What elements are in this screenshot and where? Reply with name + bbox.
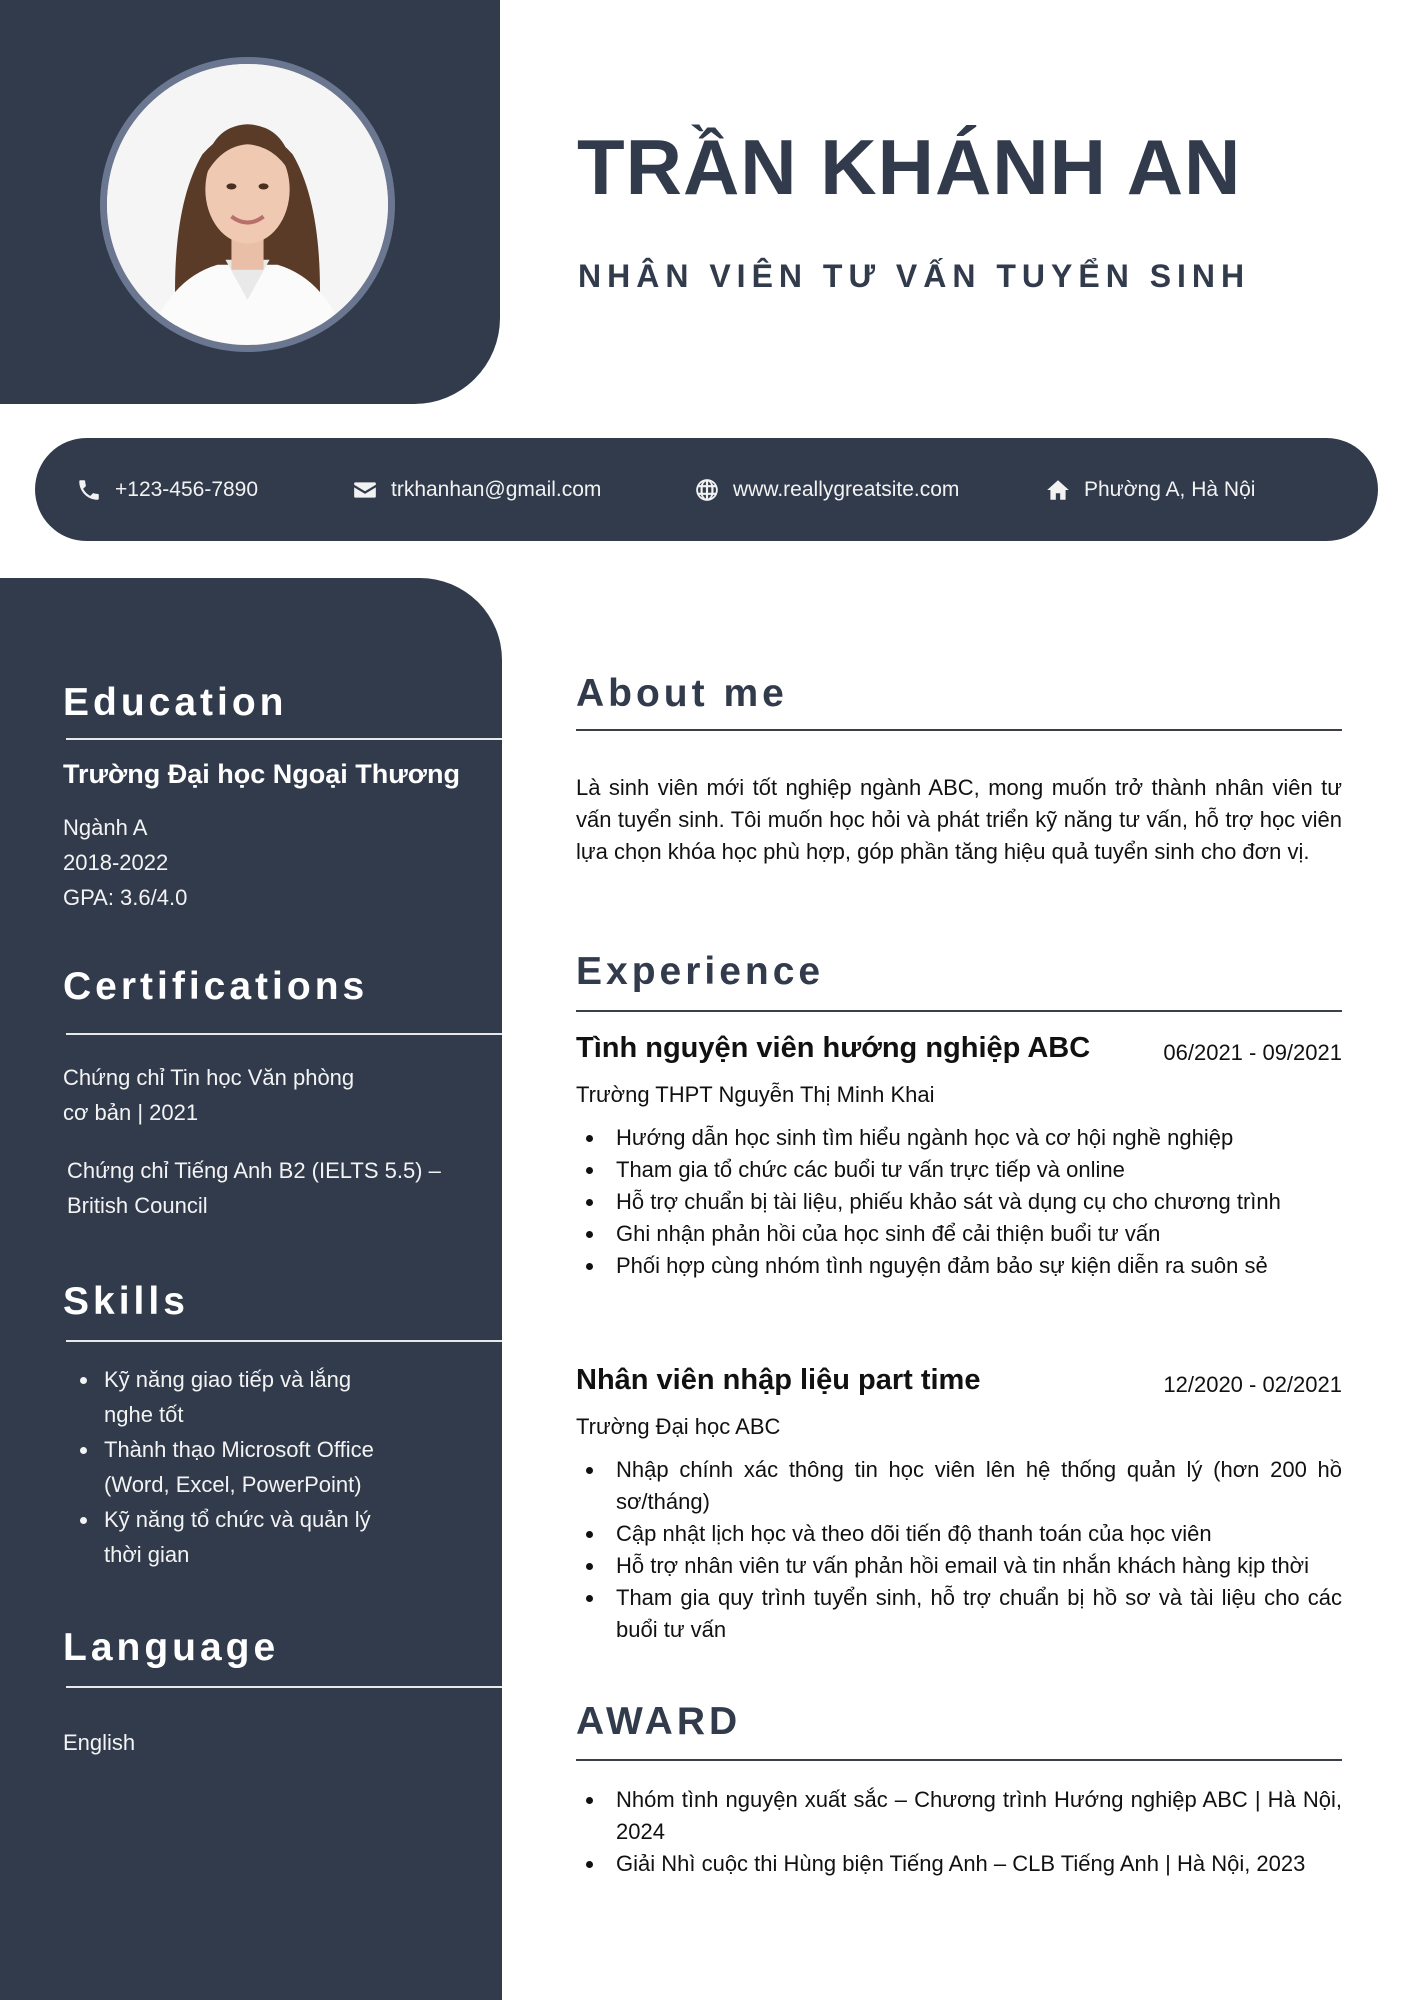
home-icon bbox=[1044, 476, 1072, 504]
job-bullet: Hỗ trợ chuẩn bị tài liệu, phiếu khảo sát và dụng cụ cho chương trình bbox=[586, 1186, 1342, 1218]
job-bullet: Tham gia quy trình tuyển sinh, hỗ trợ chuẩn bị hồ sơ và tài liệu cho các buổi tư vấn bbox=[586, 1582, 1342, 1646]
award-item: Giải Nhì cuộc thi Hùng biện Tiếng Anh – CLB Tiếng Anh | Hà Nội, 2023 bbox=[586, 1848, 1342, 1880]
award-heading: AWARD bbox=[576, 1700, 742, 1743]
email-text: trkhanhan@gmail.com bbox=[391, 477, 602, 501]
contact-phone[interactable] bbox=[75, 438, 258, 541]
education-years: 2018-2022 bbox=[63, 850, 169, 875]
phone-text: +123-456-7890 bbox=[115, 477, 259, 501]
experience-heading: Experience bbox=[576, 950, 825, 993]
job-bullet: Ghi nhận phản hồi của học sinh để cải thiện buổi tư vấn bbox=[586, 1218, 1342, 1250]
certification-line: Chứng chỉ Tiếng Anh B2 (IELTS 5.5) – bbox=[67, 1158, 441, 1183]
phone-icon bbox=[75, 476, 103, 504]
job-dates: 06/2021 - 09/2021 bbox=[1163, 1040, 1342, 1065]
education-school: Trường Đại học Ngoại Thương bbox=[63, 759, 460, 789]
job-bullets bbox=[586, 1122, 1342, 1282]
contact-website[interactable] bbox=[693, 438, 959, 541]
experience-divider bbox=[576, 1010, 1342, 1012]
job-bullets bbox=[586, 1454, 1342, 1646]
education-major: Ngành A bbox=[63, 815, 148, 840]
job-title: Nhân viên nhập liệu part time bbox=[576, 1364, 981, 1396]
skills-heading: Skills bbox=[63, 1280, 189, 1323]
contact-address[interactable] bbox=[1044, 438, 1255, 541]
language-item: English bbox=[63, 1730, 136, 1755]
skills-list bbox=[78, 1362, 378, 1572]
job-bullet: Phối hợp cùng nhóm tình nguyện đảm bảo sự kiện diễn ra suôn sẻ bbox=[586, 1250, 1342, 1282]
skill-item: Kỹ năng tổ chức và quản lý thời gian bbox=[78, 1502, 378, 1572]
about-heading: About me bbox=[576, 672, 788, 715]
certification-item bbox=[63, 1060, 354, 1130]
about-divider bbox=[576, 729, 1342, 731]
globe-icon bbox=[693, 476, 721, 504]
skill-item: Kỹ năng giao tiếp và lắng nghe tốt bbox=[78, 1362, 378, 1432]
profile-photo bbox=[100, 57, 395, 352]
person-photo-icon bbox=[107, 64, 388, 345]
certification-line: Chứng chỉ Tin học Văn phòng bbox=[63, 1065, 355, 1090]
job-title: Tình nguyện viên hướng nghiệp ABC bbox=[576, 1032, 1091, 1064]
contact-bar bbox=[35, 438, 1378, 541]
award-list bbox=[586, 1784, 1342, 1880]
job-bullet: Cập nhật lịch học và theo dõi tiến độ thanh toán của học viên bbox=[586, 1518, 1342, 1550]
education-divider bbox=[66, 738, 502, 740]
award-divider bbox=[576, 1759, 1342, 1761]
certifications-divider bbox=[66, 1033, 502, 1035]
certification-item bbox=[67, 1153, 441, 1223]
education-gpa: GPA: 3.6/4.0 bbox=[63, 885, 188, 910]
about-text: Là sinh viên mới tốt nghiệp ngành ABC, mong muốn trở thành nhân viên tư vấn tuyển sinh. Tôi muốn học hỏi và phát triển kỹ năng tư vấn, hỗ trợ học viên lựa chọn khóa học phù hợp, góp phần tăng hiệu quả tuyển sinh cho đơn vị. bbox=[576, 775, 1342, 864]
language-heading: Language bbox=[63, 1626, 280, 1669]
certification-line: cơ bản | 2021 bbox=[63, 1100, 199, 1125]
education-heading: Education bbox=[63, 681, 288, 724]
job-title-heading: NHÂN VIÊN TƯ VẤN TUYỂN SINH bbox=[578, 258, 1251, 294]
job-organization: Trường Đại học ABC bbox=[576, 1414, 781, 1439]
job-bullet: Hỗ trợ nhân viên tư vấn phản hồi email và tin nhắn khách hàng kịp thời bbox=[586, 1550, 1342, 1582]
skills-divider bbox=[66, 1340, 502, 1342]
candidate-name: TRẦN KHÁNH AN bbox=[577, 123, 1242, 211]
job-bullet: Tham gia tổ chức các buổi tư vấn trực tiếp và online bbox=[586, 1154, 1342, 1186]
address-text: Phường A, Hà Nội bbox=[1084, 477, 1256, 501]
award-item: Nhóm tình nguyện xuất sắc – Chương trình Hướng nghiệp ABC | Hà Nội, 2024 bbox=[586, 1784, 1342, 1848]
job-dates: 12/2020 - 02/2021 bbox=[1163, 1372, 1342, 1397]
website-text: www.reallygreatsite.com bbox=[733, 477, 960, 501]
job-bullet: Nhập chính xác thông tin học viên lên hệ thống quản lý (hơn 200 hồ sơ/tháng) bbox=[586, 1454, 1342, 1518]
language-divider bbox=[66, 1686, 502, 1688]
skill-item: Thành thạo Microsoft Office (Word, Excel, PowerPoint) bbox=[78, 1432, 378, 1502]
certifications-heading: Certifications bbox=[63, 965, 369, 1008]
contact-email[interactable] bbox=[351, 438, 601, 541]
mail-icon bbox=[351, 476, 379, 504]
certification-line: British Council bbox=[67, 1193, 208, 1218]
job-bullet: Hướng dẫn học sinh tìm hiểu ngành học và cơ hội nghề nghiệp bbox=[586, 1122, 1342, 1154]
job-organization: Trường THPT Nguyễn Thị Minh Khai bbox=[576, 1082, 935, 1107]
